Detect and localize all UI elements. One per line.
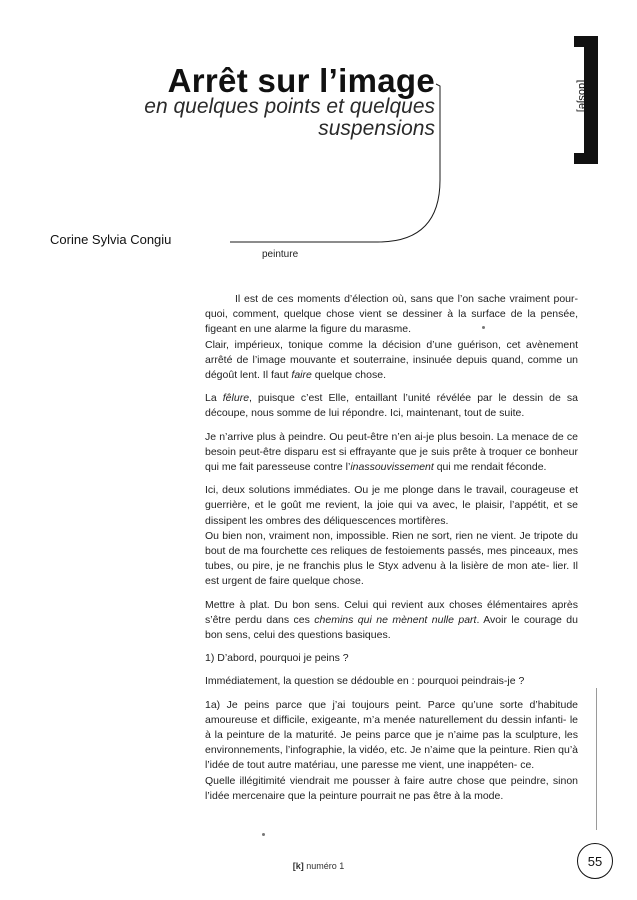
p4-line-5: du bout de ma fourchette ces reliques de festoiements passés, mes pinceaux, — [205, 529, 578, 558]
subtitle-line-1: en quelques points et quelques — [144, 95, 435, 118]
paragraph-4 — [205, 483, 578, 589]
paragraph-2 — [205, 391, 578, 421]
p4-line-7: lier. Il est urgent de faire quelque chose. — [205, 560, 579, 588]
p4-line-4: Ou bien non, vraiment non, impossible. Rien ne sort, rien ne vient. Je tripote — [205, 529, 564, 542]
p5-line-2-emphasis: chemins qui ne mènent nulle part — [314, 613, 477, 626]
subtitle-line-2: suspensions — [318, 117, 435, 140]
p7-text: Immédiatement, la question se dédouble en : pourquoi peindrais-je ? — [205, 675, 525, 688]
p1-line-4: Clair, impérieux, tonique comme la décision d’une guérison, cet avènement — [205, 338, 578, 351]
p2-line-2: découpe, nous somme de lui répondre. Ici, maintenant, tout de suite. — [205, 407, 525, 420]
p5-line-1: Mettre à plat. Du bon sens. Celui qui revient aux choses élémentaires après — [205, 598, 578, 611]
p5-line-2a: s’être perdu dans ces — [205, 613, 315, 626]
p8-line-5: Rien qu’à l’idée de tout autre matériau, une paresse me vient, une inappéten- — [205, 744, 578, 772]
page-number-text: 55 — [587, 853, 603, 869]
p8-line-1: 1a) Je peins parce que j’ai toujours peint. Parce qu’une sorte d’habitude — [205, 698, 578, 711]
p8-line-8: l’idée mercenaire que la peinture pourrait ne pas être à la mode. — [205, 789, 504, 802]
author-name: Corine Sylvia Congiu — [50, 232, 172, 247]
p4-line-3: dissipent les ombres des déliquescences mortifères. — [205, 514, 449, 527]
p5-line-3: bon sens, celui des questions basiques. — [205, 629, 391, 642]
p8-line-2: amoureuse et difficile, exigeante, m’a menée naturellement du dessin infanti- — [205, 713, 567, 726]
p1-line-6a: dégoût lent. Il faut — [205, 369, 292, 382]
print-speck — [262, 833, 265, 836]
p8-line-7: Quelle illégitimité viendrait me pousser à faire autre chose que peindre, sinon — [205, 774, 578, 787]
p1-line-2: quoi, comment, quelque chose vient se dessiner à la surface de la pensée, — [205, 308, 578, 321]
page-footer — [0, 861, 637, 871]
p2-line-1a: La — [205, 392, 223, 405]
p3-line-2: ce besoin peut-être disparu est si effrayante que je suis prête à troquer ce — [205, 430, 579, 458]
p1-line-5: arrêté de l’image mouvante et souterraine, insinuée depuis quand, comme un — [205, 353, 578, 366]
article-body — [205, 292, 578, 812]
page-number — [577, 843, 613, 879]
p4-line-1: Ici, deux solutions immédiates. Ou je me plonge dans le travail, courageuse et — [205, 484, 578, 497]
p2-line-1b: , puisque c’est Elle, entaillant l’unité révélée par le dessin de sa — [249, 392, 578, 405]
p8-line-6: ce. — [520, 759, 535, 772]
p4-line-6: mes tubes, ou pire, je ne franchis plus le Styx advenu à la lisière de mon ate- — [205, 545, 579, 573]
p3-line-3a: bonheur qui me fait paresseuse contre l’ — [205, 445, 578, 474]
article-category: peinture — [262, 249, 299, 260]
section-bracket-top — [574, 36, 588, 47]
section-tab-label: [dosje] — [576, 79, 588, 113]
p5-line-2b: . Avoir le courage du — [476, 613, 578, 626]
paragraph-6 — [205, 651, 578, 666]
print-speck — [482, 326, 485, 329]
p2-line-1-emphasis: fêlure — [222, 392, 250, 405]
paragraph-1 — [205, 292, 578, 383]
article-title: Arrêt sur l’image — [167, 62, 435, 99]
p4-line-2: guerrière, et le goût me revient, la joie qui va avec, le plaisir, l’appétit, et se — [205, 499, 578, 512]
footer-mark: [k] — [292, 861, 304, 871]
section-bracket-bottom — [574, 153, 588, 164]
p3-line-3b: qui me rendait — [433, 461, 504, 474]
p1-line-6-emphasis: faire — [291, 369, 312, 382]
paragraph-5 — [205, 598, 578, 644]
paragraph-8 — [205, 698, 578, 804]
p3-line-3-emphasis: inassouvissement — [350, 461, 434, 474]
p3-line-4: féconde. — [506, 461, 547, 474]
p3-line-1: Je n’arrive plus à peindre. Ou peut-être n’en ai-je plus besoin. La menace de — [205, 430, 564, 443]
p8-line-4: les environnements, l’infographie, la vidéo, etc. Je n’aime que la peinture. — [205, 729, 579, 757]
p1-line-3: figeant en une alarme la figure du marasme. — [205, 323, 412, 336]
p1-line-1: Il est de ces moments d’élection où, sans que l’on sache vraiment pour- — [235, 293, 578, 305]
footer-issue: numéro 1 — [306, 861, 345, 871]
margin-rule — [596, 688, 597, 830]
p6-text: 1) D’abord, pourquoi je peins ? — [205, 652, 349, 665]
p8-line-3: le à la peinture de la maturité. Je peins parce que je n’aime pas la sculpture, — [205, 713, 578, 742]
paragraph-3 — [205, 430, 578, 476]
p1-line-6b: quelque chose. — [311, 369, 386, 382]
paragraph-7 — [205, 674, 578, 689]
